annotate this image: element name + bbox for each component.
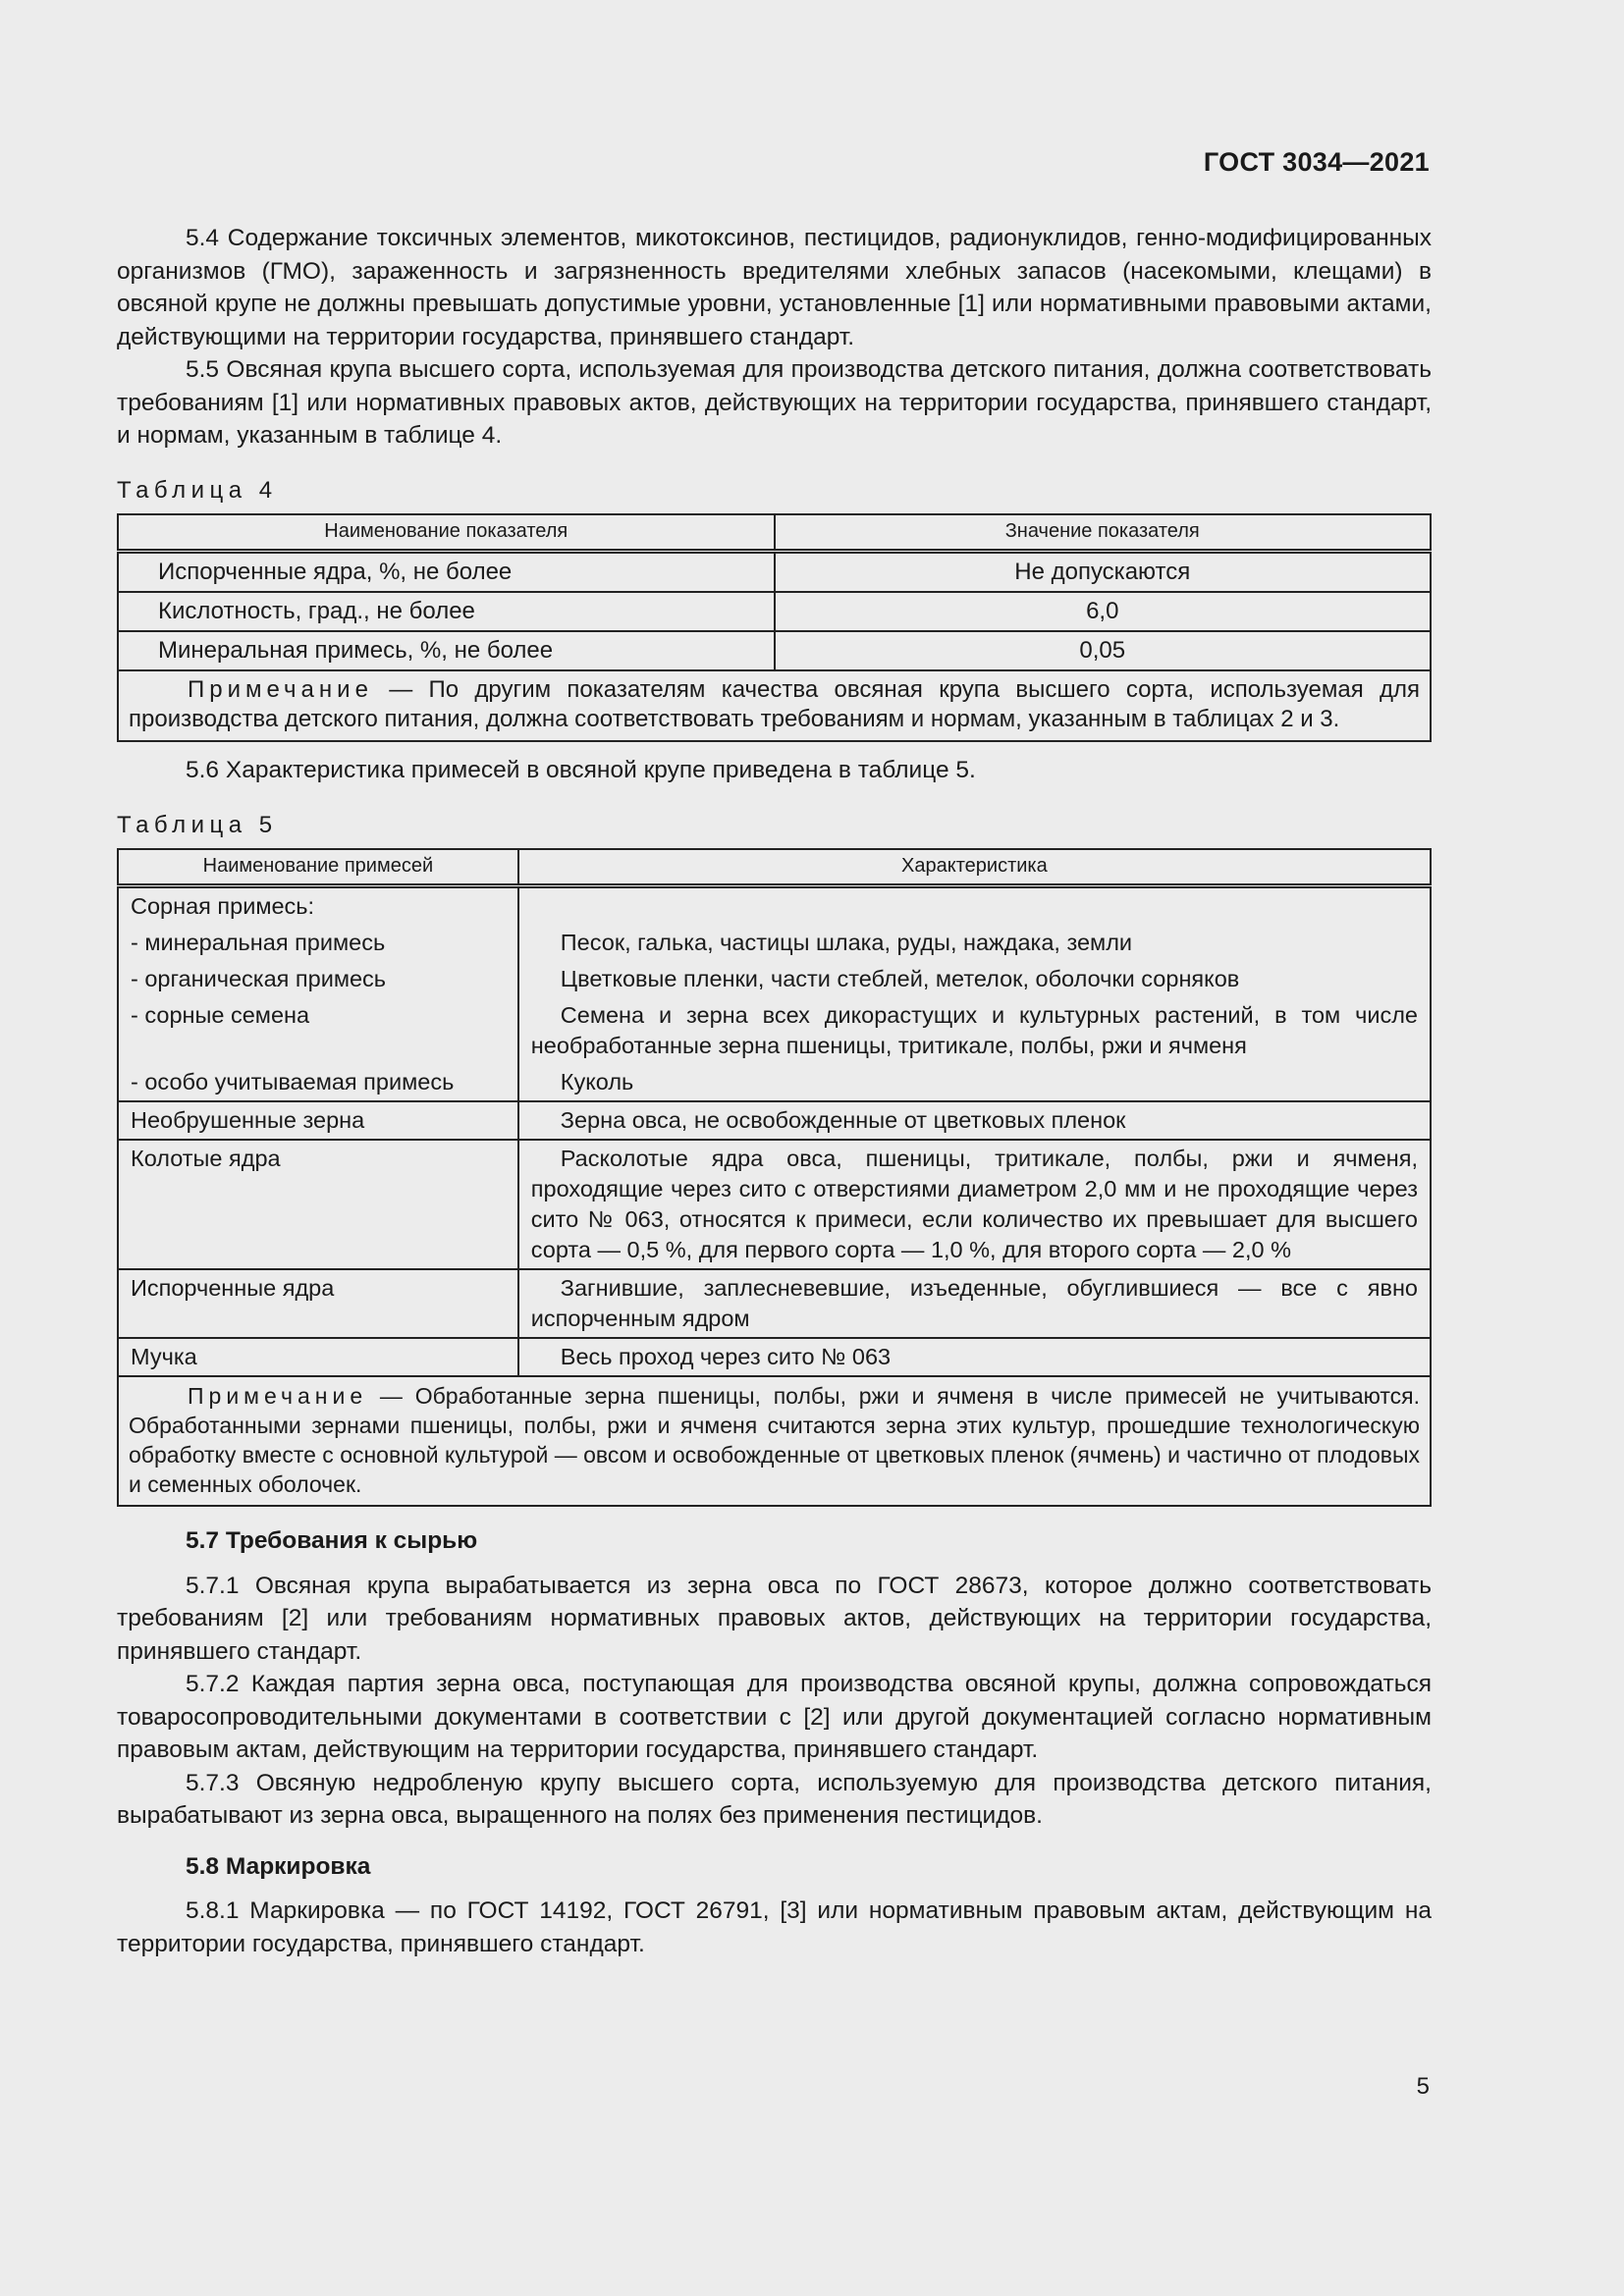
table-4-header-name: Наименование показателя [118,514,775,552]
table-cell: Расколотые ядра овса, пшеницы, тритикале, полбы, ржи и ячменя, проходящие через сито с отверстиями диаметром 2,0 мм и не проходящие через сито № 063, относятся к примеси, если количество их превышает для высшего сорта — 0,5 %, для первого сорта — 1,0 %, для второго сорта — 2,0 % [518,1140,1431,1269]
table-cell: - сорные семена [118,997,518,1064]
table-5-header-characteristic: Характеристика [518,849,1431,886]
table-cell: Необрушенные зерна [118,1101,518,1140]
table-cell: Колотые ядра [118,1140,518,1269]
table-row [118,592,1431,631]
table-5 [117,848,1432,1507]
table-cell: 0,05 [775,631,1432,670]
table-cell: Цветковые пленки, части стеблей, метелок, оболочки сорняков [518,961,1431,997]
table-4-note [118,670,1431,741]
table-cell: Испорченные ядра, %, не более [118,552,775,593]
table-row [118,552,1431,593]
table-4 [117,513,1432,742]
table-cell: - минеральная примесь [118,925,518,961]
standard-code: ГОСТ 3034—2021 [1203,147,1430,177]
note-text: — Обработанные зерна пшеницы, полбы, ржи и ячменя в числе примесей не учитываются. Обработанными зернами пшеницы, полбы, ржи и ячменя считаются зерна этих культур, прошедшие технологическую обработку вместе с основной культурой — овсом и освобожденные от цветковых пленок (ячмень) и частично от плодовых и семенных оболочек. [129,1383,1420,1497]
table-cell: - органическая примесь [118,961,518,997]
table-cell: Кислотность, град., не более [118,592,775,631]
table-cell: 6,0 [775,592,1432,631]
table-row [118,886,1431,926]
paragraph-5-8-1: 5.8.1 Маркировка — по ГОСТ 14192, ГОСТ 26791, [3] или нормативным правовым актам, действующим на территории государства, принявшего стандарт. [117,1897,1432,1957]
table-row [118,1269,1431,1338]
note-text: — По другим показателям качества овсяная крупа высшего сорта, используемая для производства детского питания, должна соответствовать требованиям и нормам, указанным в таблицах 2 и 3. [129,676,1420,732]
table-row [118,997,1431,1064]
table-cell: Минеральная примесь, %, не более [118,631,775,670]
table-cell: Не допускаются [775,552,1432,593]
table-cell: Семена и зерна всех дикорастущих и культурных растений, в том числе необработанные зерна пшеницы, тритикале, полбы, ржи и ячменя [518,997,1431,1064]
table-cell: Весь проход через сито № 063 [518,1338,1431,1376]
table-5-note [118,1376,1431,1506]
paragraph-5-7-2: 5.7.2 Каждая партия зерна овса, поступающая для производства овсяной крупы, должна сопровождаться товаросопроводительными документами в соответствии с [2] или другой документацией согласно нормативным правовым актам, действующим на территории государства, принявшего стандарт. [117,1671,1432,1763]
note-label: Примечание [188,1383,368,1409]
note-label: Примечание [188,676,373,703]
table-4-header-value: Значение показателя [775,514,1432,552]
table-note-row [118,1376,1431,1506]
table-cell: Песок, галька, частицы шлака, руды, наждака, земли [518,925,1431,961]
table-row [118,1338,1431,1376]
table-cell: Мучка [118,1338,518,1376]
table-cell: Куколь [518,1064,1431,1101]
table-row [118,1101,1431,1140]
table-row [118,1140,1431,1269]
paragraph-5-4: 5.4 Содержание токсичных элементов, микотоксинов, пестицидов, радионуклидов, генно-модифицированных организмов (ГМО), зараженность и загрязненность вредителями хлебных запасов (насекомыми, клещами) в овсяной крупе не должны превышать допустимые уровни, установленные [1] или нормативными правовыми актами, действующими на территории государства, принявшего стандарт. [117,225,1432,350]
section-heading-5-7: 5.7 Требования к сырью [186,1527,478,1554]
table-cell: Испорченные ядра [118,1269,518,1338]
table-row [118,925,1431,961]
paragraph-5-7-3: 5.7.3 Овсяную недробленую крупу высшего сорта, используемую для производства детского питания, вырабатывают из зерна овса, выращенного на полях без применения пестицидов. [117,1769,1432,1829]
paragraph-5-6: 5.6 Характеристика примесей в овсяной крупе приведена в таблице 5. [186,757,976,783]
table-5-caption: Таблица 5 [117,811,278,838]
paragraph-5-5: 5.5 Овсяная крупа высшего сорта, используемая для производства детского питания, должна соответствовать требованиям [1] или нормативных правовых актов, действующих на территории государства, принявшего стандарт, и нормам, указанным в таблице 4. [117,356,1432,449]
table-cell [518,886,1431,926]
table-cell: - особо учитываемая примесь [118,1064,518,1101]
table-row [118,631,1431,670]
table-cell: Загнившие, заплесневевшие, изъеденные, обуглившиеся — все с явно испорченным ядром [518,1269,1431,1338]
paragraph-5-7-1: 5.7.1 Овсяная крупа вырабатывается из зерна овса по ГОСТ 28673, которое должно соответствовать требованиям [2] или требованиям нормативных правовых актов, действующих на территории государства, принявшего стандарт. [117,1572,1432,1665]
table-5-header-name: Наименование примесей [118,849,518,886]
table-cell: Зерна овса, не освобожденные от цветковых пленок [518,1101,1431,1140]
table-row [118,961,1431,997]
section-heading-5-8: 5.8 Маркировка [186,1852,371,1880]
page-number: 5 [1416,2073,1430,2100]
table-note-row [118,670,1431,741]
page-content [117,222,1432,1960]
table-row [118,1064,1431,1101]
table-4-caption: Таблица 4 [117,476,278,504]
table-cell: Сорная примесь: [118,886,518,926]
